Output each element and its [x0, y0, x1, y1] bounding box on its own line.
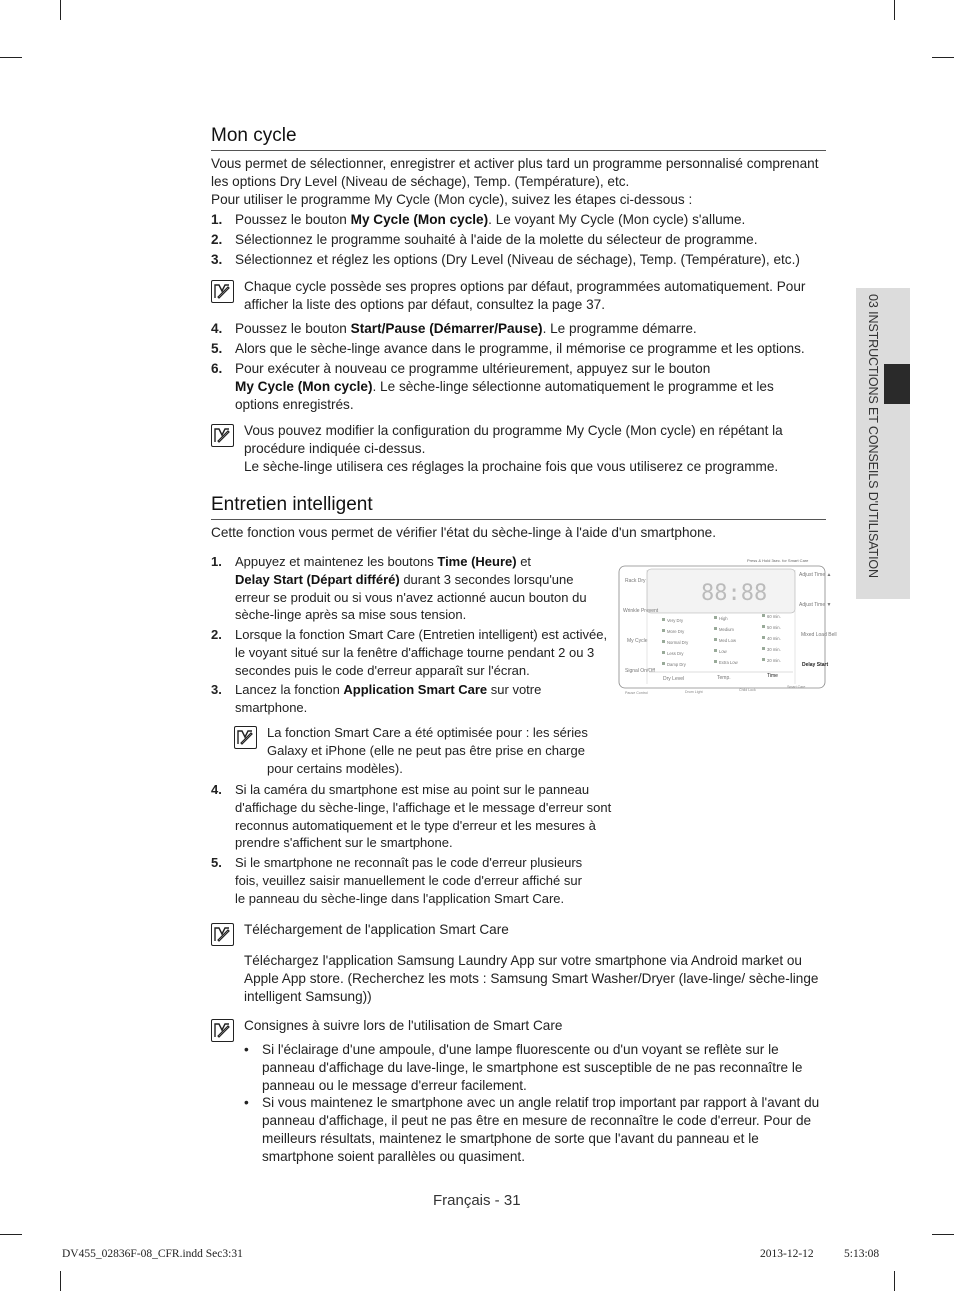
step-text: . Le sèche-linge sélectionne automatiquement le programme et les options enregistrés.	[235, 379, 774, 412]
step-item	[211, 320, 826, 338]
crop-mark	[60, 0, 61, 20]
bullet-dot: •	[244, 1095, 249, 1110]
panel-option: Normal Dry	[667, 640, 689, 645]
step-item	[211, 781, 613, 852]
crop-mark	[894, 0, 895, 20]
chapter-marker	[884, 364, 910, 404]
panel-option: 40 min.	[767, 636, 781, 641]
panel-left-button: Signal On/Off	[625, 668, 655, 674]
step-item	[211, 854, 591, 907]
step-text: durant 3 secondes lorsqu'une erreur se produit ou si vous n'avez actionné aucun bouton du sèche-linge après sa mise sous tension.	[235, 571, 587, 623]
panel-tab: Time	[767, 673, 778, 679]
note-title: Consignes à suivre lors de l'utilisation de Smart Care	[244, 1018, 563, 1033]
panel-option: Med Low	[719, 638, 736, 643]
note-box	[211, 278, 826, 316]
step-bold: My Cycle (Mon cycle)	[235, 379, 373, 394]
panel-option: Damp Dry	[667, 662, 686, 667]
page-number: Français - 31	[433, 1192, 521, 1209]
step-item	[211, 360, 826, 414]
step-number: 1.	[211, 554, 222, 569]
step-text: . Le programme démarre.	[542, 321, 697, 336]
paragraph: Pour utiliser le programme My Cycle (Mon cycle), suivez les étapes ci-dessous :	[211, 192, 693, 207]
step-number: 3.	[211, 252, 223, 267]
step-text: Poussez le bouton	[235, 212, 351, 227]
panel-right-button: Mixed Load Bell	[801, 632, 837, 638]
step-text: . Le voyant My Cycle (Mon cycle) s'allume.	[488, 212, 746, 227]
step-text: sur votre smartphone.	[235, 682, 542, 715]
panel-bottom-label: Smart Care	[787, 685, 806, 689]
step-text: et	[516, 554, 532, 569]
panel-left-button: Rack Dry	[625, 578, 646, 584]
panel-bottom-label: Drum Light	[685, 690, 703, 694]
step-text: Sélectionnez le programme souhaité à l'aide de la molette du sélecteur de programme.	[235, 232, 758, 247]
step-text: Appuyez et maintenez les boutons	[235, 554, 438, 569]
panel-left-button: Wrinkle Prevent	[623, 608, 659, 614]
note-text: Le sèche-linge utilisera ces réglages la prochaine fois que vous utiliserez ce programme.	[244, 459, 779, 474]
step-item	[211, 251, 826, 269]
note-box	[234, 724, 614, 780]
panel-right-button: Adjust Time ▼	[799, 602, 832, 608]
panel-option: 20 min.	[767, 658, 781, 663]
step-text: Pour exécuter à nouveau ce programme ultérieurement, appuyez sur le bouton	[235, 361, 711, 376]
step-item	[211, 553, 611, 624]
crop-mark	[932, 57, 954, 58]
panel-option: Medium	[719, 627, 734, 632]
step-number: 2.	[211, 232, 223, 247]
note-title: Téléchargement de l'application Smart Care	[244, 922, 509, 937]
note-pen-icon	[234, 726, 257, 749]
list-item-text: Si vous maintenez le smartphone avec un angle relatif trop important par rapport à l'avant du panneau d'affichage, il peut ne pas être en mesure de reconnaître le code d'erreur. Pour de meilleurs résultats, maintenez le smartphone de sorte que l'avant du panneau et le smartphone soient parallèles ou quasiment.	[262, 1095, 820, 1164]
step-text: Alors que le sèche-linge avance dans le programme, il mémorise ce programme et les options.	[235, 341, 805, 356]
panel-option: 30 min.	[767, 647, 781, 652]
panel-option: Extra Low	[719, 660, 738, 665]
step-bold: My Cycle (Mon cycle)	[350, 212, 489, 227]
note-text: Vous pouvez modifier la configuration du programme My Cycle (Mon cycle) en répétant la procédure indiquée ci-dessus.	[244, 423, 783, 456]
step-number: 5.	[211, 341, 223, 356]
footer-date: 2013-12-12	[760, 1248, 814, 1260]
step-item	[211, 211, 826, 229]
crop-mark	[894, 1271, 895, 1291]
step-bold: Start/Pause (Démarrer/Pause)	[350, 321, 543, 336]
step-item	[211, 626, 611, 679]
step-number: 6.	[211, 361, 223, 376]
panel-right-button: Adjust Time ▲	[799, 572, 832, 578]
crop-mark	[932, 1234, 954, 1235]
note-text: Chaque cycle possède ses propres options par défaut, programmées automatiquement. Pour afficher la liste des options par défaut, consultez la page 37.	[244, 279, 806, 312]
step-text: Lancez la fonction	[235, 682, 344, 697]
footer-file-info: DV455_02836F-08_CFR.indd Sec3:31	[62, 1248, 243, 1260]
panel-option: High	[719, 616, 728, 621]
step-bold: Time (Heure)	[437, 554, 517, 569]
step-text: Si le smartphone ne reconnaît pas le code d'erreur plusieurs fois, veuillez saisir manuellement le code d'erreur affiché sur le panneau du sèche-linge dans l'application Smart Care.	[235, 855, 583, 906]
step-text: Sélectionnez et réglez les options (Dry Level (Niveau de séchage), Temp. (Température), etc.)	[235, 252, 800, 267]
panel-option: Less Dry	[667, 651, 684, 656]
section-title-entretien-intelligent: Entretien intelligent	[211, 493, 826, 520]
note-pen-icon	[211, 424, 234, 447]
crop-mark	[0, 57, 22, 58]
chapter-title: 03 INSTRUCTIONS ET CONSEILS D'UTILISATION	[866, 294, 880, 578]
section-title-mon-cycle: Mon cycle	[211, 124, 826, 151]
step-item	[211, 340, 826, 358]
step-number: 1.	[211, 212, 223, 227]
step-text: Lorsque la fonction Smart Care (Entretien intelligent) est activée, le voyant situé sur la fenêtre d'affichage tourne pendant 2 ou 3 secondes puis le code d'erreur apparaît sur l'écran.	[235, 627, 608, 678]
panel-tab: Temp.	[717, 675, 731, 681]
panel-top-note: Press & Hold 3sec. for Smart Care	[747, 558, 809, 563]
list-item	[244, 1094, 824, 1166]
note-box	[211, 921, 826, 1007]
step-number: 2.	[211, 627, 222, 642]
footer-time: 5:13:08	[844, 1248, 880, 1260]
note-text: Téléchargez l'application Samsung Laundry App sur votre smartphone via Android market ou Apple App store. (Recherchez les mots : Samsung Smart Washer/Dryer (lave-linge/ sèche-linge intelligent Samsung))	[244, 953, 819, 1004]
panel-option: Low	[719, 649, 727, 654]
panel-bottom-label: Child Lock	[739, 688, 756, 692]
control-panel-illustration	[617, 556, 837, 696]
panel-tab: Dry Level	[663, 676, 685, 682]
step-number: 4.	[211, 321, 223, 336]
panel-bottom-label: Pause Control	[625, 691, 648, 695]
panel-option: Very Dry	[667, 618, 684, 623]
step-number: 5.	[211, 855, 222, 870]
list-item-text: Si l'éclairage d'une ampoule, d'une lampe fluorescente ou d'un voyant se reflète sur le panneau d'affichage du lave-linge, le smartphone est susceptible de ne pas reconnaître le panneau ou le message d'erreur facilement.	[262, 1042, 803, 1093]
panel-display: 88:88	[701, 581, 768, 606]
step-bold: Application Smart Care	[343, 682, 488, 697]
paragraph: Cette fonction vous permet de vérifier l'état du sèche-linge à l'aide d'un smartphone.	[211, 525, 716, 540]
note-box	[211, 1017, 826, 1041]
panel-option: 50 min.	[767, 625, 781, 630]
note-pen-icon	[211, 280, 234, 303]
step-number: 4.	[211, 782, 222, 797]
step-number: 3.	[211, 682, 222, 697]
step-item	[211, 681, 571, 717]
paragraph: Vous permet de sélectionner, enregistrer et activer plus tard un programme personnalisé comprenant les options Dry Level (Niveau de séchage), Temp. (Température), etc.	[211, 156, 819, 189]
panel-left-button: My Cycle	[627, 638, 648, 644]
note-pen-icon	[211, 923, 234, 946]
list-item	[244, 1041, 824, 1095]
panel-option: 60 min.	[767, 614, 781, 619]
crop-mark	[0, 1234, 22, 1235]
crop-mark	[60, 1271, 61, 1291]
step-text: Poussez le bouton	[235, 321, 351, 336]
note-box	[211, 422, 826, 478]
step-bold: Delay Start (Départ différé)	[235, 571, 400, 587]
note-text: La fonction Smart Care a été optimisée pour : les séries Galaxy et iPhone (elle ne peut pas être prise en charge pour certains modèles).	[267, 725, 588, 776]
bullet-dot: •	[244, 1042, 249, 1057]
panel-option: More Dry	[667, 629, 685, 634]
step-text: Si la caméra du smartphone est mise au point sur le panneau d'affichage du sèche-linge, l'affichage et le message d'erreur sont reconnus automatiquement et le type d'erreur et les mesures à prendre s'affichent sur le smartphone.	[235, 782, 612, 851]
note-pen-icon	[211, 1019, 234, 1042]
panel-right-button: Delay Start	[802, 662, 829, 668]
step-item	[211, 231, 826, 249]
chapter-side-tab	[856, 288, 910, 599]
